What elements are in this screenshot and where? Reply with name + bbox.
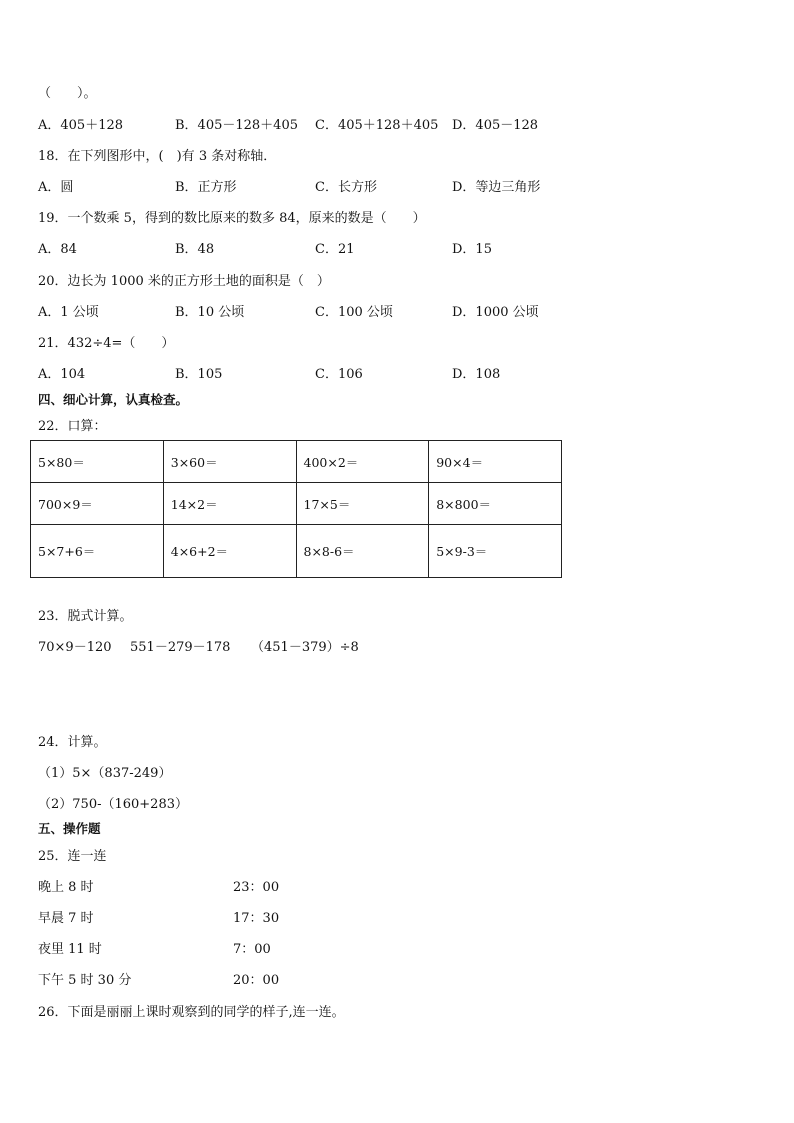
match-right-item[interactable]: 20：00 [233,973,280,988]
q20-option-b[interactable]: B．10 公顷 [175,305,245,320]
q19-option-a[interactable]: A．84 [38,242,77,257]
q18-option-d[interactable]: D．等边三角形 [452,180,541,195]
q19-option-c[interactable]: C．21 [315,242,355,257]
q18-options [38,176,758,194]
match-right-item[interactable]: 23：00 [233,880,280,895]
q17-options [38,114,758,132]
table-cell: 400×2＝ [296,441,429,483]
q23-item: 70×9－120 [38,640,112,655]
q19-option-d[interactable]: D．15 [452,242,492,257]
table-cell: 5×80＝ [31,441,164,483]
table-cell: 8×800＝ [429,483,562,525]
q21-option-c[interactable]: C．106 [315,367,363,382]
q17-option-a[interactable]: A．405＋128 [38,118,124,133]
q18-question: 18．在下列图形中，( )有 3 条对称轴． [38,149,277,164]
q17-option-b[interactable]: B．405－128＋405 [175,118,298,133]
oral-calculation-table [30,440,562,578]
table-row [31,525,562,578]
match-row [38,969,398,987]
q21-options [38,363,758,381]
q18-option-c[interactable]: C．长方形 [315,180,377,195]
table-cell: 4×6+2＝ [163,525,296,578]
q20-options [38,301,758,319]
q19-options [38,238,758,256]
table-row [31,483,562,525]
match-row [38,876,398,894]
match-left-item[interactable]: 夜里 11 时 [38,942,102,957]
q21-question: 21．432÷4=（ ） [38,336,175,351]
section-5-heading: 五、操作题 [38,821,101,836]
table-cell: 5×9-3＝ [429,525,562,578]
match-right-item[interactable]: 7：00 [233,942,271,957]
q23-item: 551－279－178 [130,640,231,655]
q23-item: （451－379）÷8 [251,640,359,655]
q24-question: 24．计算。 [38,735,107,750]
q26-question: 26．下面是丽丽上课时观察到的同学的样子,连一连。 [38,1005,345,1020]
table-row [31,441,562,483]
q21-option-a[interactable]: A．104 [38,367,86,382]
q25-question: 25．连一连 [38,849,107,864]
table-cell: 700×9＝ [31,483,164,525]
match-right-item[interactable]: 17：30 [233,911,280,926]
q20-option-d[interactable]: D．1000 公顷 [452,305,539,320]
q20-question: 20．边长为 1000 米的正方形土地的面积是（ ） [38,274,330,289]
q23-question: 23．脱式计算。 [38,609,133,624]
q17-option-d[interactable]: D．405－128 [452,118,539,133]
q20-option-c[interactable]: C．100 公顷 [315,305,393,320]
q17-option-c[interactable]: C．405＋128＋405 [315,118,439,133]
match-row [38,907,398,925]
match-left-item[interactable]: 早晨 7 时 [38,911,94,926]
match-row [38,938,398,956]
section-4-heading: 四、细心计算，认真检查。 [38,392,189,407]
q18-option-b[interactable]: B．正方形 [175,180,237,195]
table-cell: 90×4＝ [429,441,562,483]
q21-option-b[interactable]: B．105 [175,367,223,382]
q18-option-a[interactable]: A．圆 [38,180,74,195]
match-left-item[interactable]: 下午 5 时 30 分 [38,973,132,988]
q20-option-a[interactable]: A．1 公顷 [38,305,99,320]
q24-item: （1）5×（837-249） [38,766,172,781]
table-cell: 8×8-6＝ [296,525,429,578]
q19-question: 19．一个数乘 5，得到的数比原来的数多 84，原来的数是（ ） [38,211,426,226]
q21-option-d[interactable]: D．108 [452,367,501,382]
table-cell: 5×7+6＝ [31,525,164,578]
q22-question: 22．口算： [38,419,107,434]
q24-item: （2）750-（160+283） [38,797,188,812]
table-cell: 17×5＝ [296,483,429,525]
q17-tail: （ ）。 [38,86,97,101]
q23-items [38,636,758,654]
q19-option-b[interactable]: B．48 [175,242,215,257]
match-left-item[interactable]: 晚上 8 时 [38,880,94,895]
table-cell: 14×2＝ [163,483,296,525]
table-cell: 3×60＝ [163,441,296,483]
